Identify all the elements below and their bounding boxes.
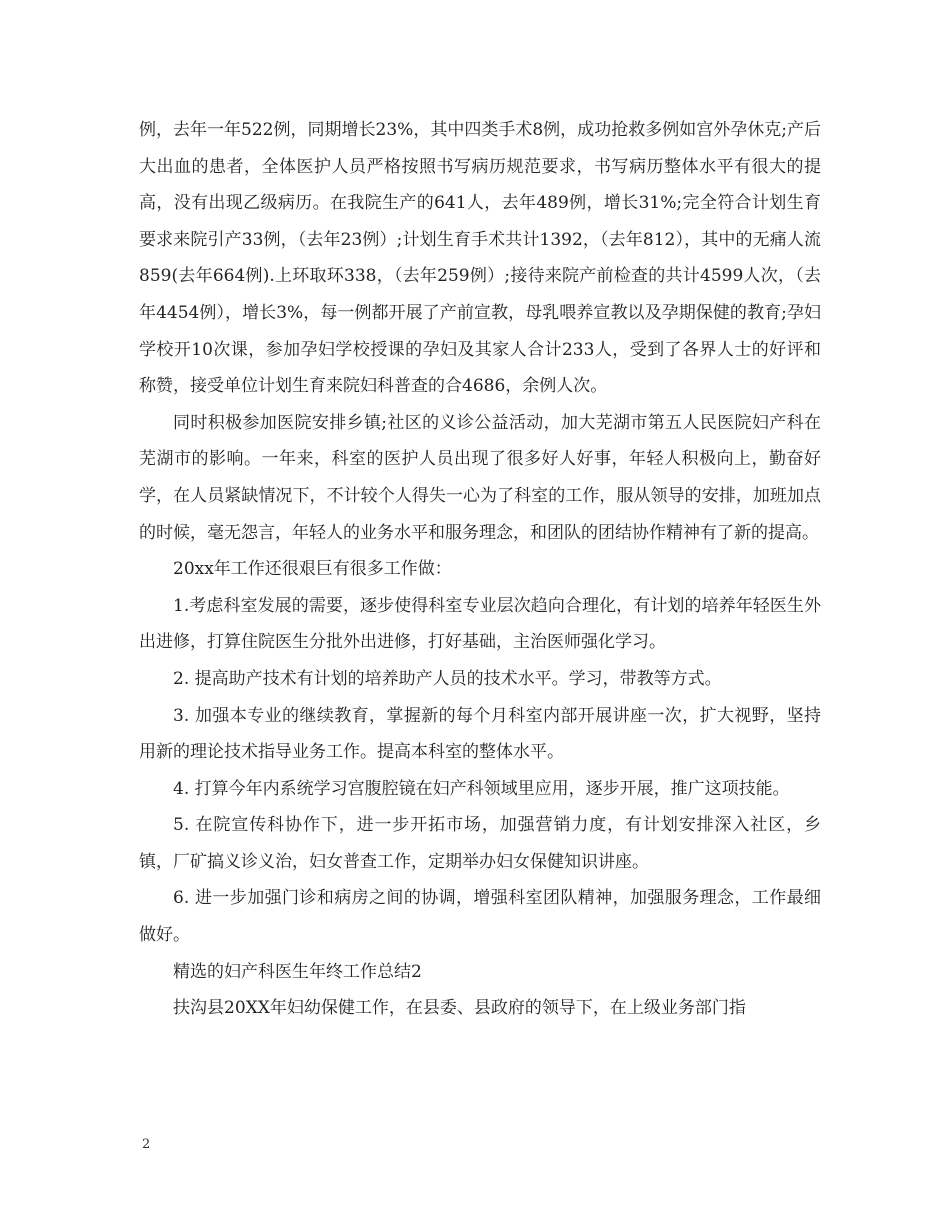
page-number: 2 bbox=[142, 1137, 151, 1152]
document-body bbox=[139, 112, 821, 1027]
paragraph-work-plan-intro: 20xx年工作还很艰巨有很多工作做： bbox=[173, 559, 452, 580]
section-heading: 精选的妇产科医生年终工作总结2 bbox=[173, 961, 422, 982]
list-item-3: 3. 加强本专业的继续教育，掌握新的每个月科室内部开展讲座一次，扩大视野，坚持用新的理论技术指导业务工作。提高本科室的整体水平。 bbox=[139, 705, 821, 763]
list-item-2: 2. 提高助产技术有计划的培养助产人员的技术水平。学习，带教等方式。 bbox=[173, 668, 722, 689]
list-item-6: 6. 进一步加强门诊和病房之间的协调，增强科室团队精神，加强服务理念，工作最细做好。 bbox=[139, 888, 821, 946]
list-item-4: 4. 打算今年内系统学习宫腹腔镜在妇产科领域里应用，逐步开展，推广这项技能。 bbox=[173, 778, 790, 799]
list-item-5: 5. 在院宣传科协作下，进一步开拓市场，加强营销力度，有计划安排深入社区，乡镇，厂矿搞义诊义治，妇女普查工作，定期举办妇女保健知识讲座。 bbox=[139, 815, 821, 872]
list-item-1: 1.考虑科室发展的需要，逐步使得科室专业层次趋向合理化，有计划的培养年轻医生外出进修，打算住院医生分批外出进修，打好基础，主治医师强化学习。 bbox=[139, 595, 821, 653]
paragraph-community-activities: 同时积极参加医院安排乡镇;社区的义诊公益活动，加大芜湖市第五人民医院妇产科在芜湖市的影响。一年来，科室的医护人员出现了很多好人好事，年轻人积极向上，勤奋好学，在人员紧缺情况下，不计较个人得失一心为了科室的工作，服从领导的安排，加班加点的时候，毫无怨言，年轻人的业务水平和服务理念，和团队的团结协作精神有了新的提高。 bbox=[139, 412, 821, 543]
paragraph-section-start: 扶沟县20XX年妇幼保健工作，在县委、县政府的领导下，在上级业务部门指 bbox=[173, 998, 746, 1019]
paragraph-statistics: 例，去年一年522例，同期增长23%，其中四类手术8例，成功抢救多例如宫外孕休克;产后大出血的患者，全体医护人员严格按照书写病历规范要求，书写病历整体水平有很大的提高，没有出现乙级病历。在我院生产的641人，去年489例，增长31%;完全符合计划生育要求来院引产33例，（去年23例）;计划生育手术共计1392，（去年812），其中的无痛人流859(去年664例).上环取环338，（去年259例）;接待来院产前检查的共计4599人次，（去年4454例），增长3%，每一例都开展了产前宣教，母乳喂养宣教以及孕期保健的教育;孕妇学校开10次课，参加孕妇学校授课的孕妇及其家人合计233人，受到了各界人士的好评和称赞，接受单位计划生育来院妇科普查的合4686，余例人次。 bbox=[139, 120, 821, 397]
